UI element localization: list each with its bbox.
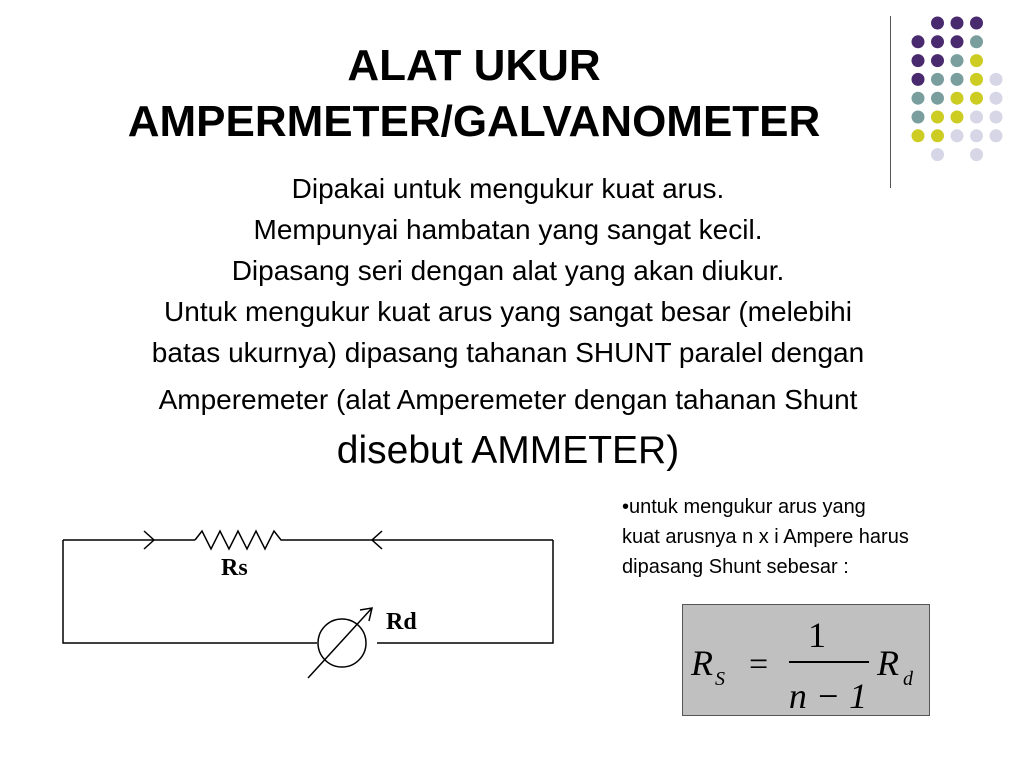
- body-text: [40, 168, 976, 475]
- note-line: •untuk mengukur arus yang: [622, 496, 866, 518]
- title-line-1: ALAT UKUR: [347, 41, 601, 90]
- ammeter-circuit-diagram: [0, 490, 600, 690]
- decorative-dot: [990, 92, 1003, 105]
- decorative-dot: [990, 73, 1003, 86]
- decorative-dot: [951, 54, 964, 67]
- decorative-dot: [951, 73, 964, 86]
- decorative-dot: [912, 54, 925, 67]
- decorative-dot: [951, 17, 964, 30]
- decorative-dot: [990, 111, 1003, 124]
- decorative-dot: [931, 35, 944, 48]
- circuit-wire: [63, 540, 553, 643]
- body-line: Untuk mengukur kuat arus yang sangat besar (melebihi: [164, 296, 852, 327]
- decorative-dot: [951, 129, 964, 142]
- decorative-dot: [931, 148, 944, 161]
- formula-lhs: R: [691, 643, 713, 683]
- formula-rhs: R: [877, 643, 899, 683]
- decorative-dot: [912, 92, 925, 105]
- decorative-dot: [970, 17, 983, 30]
- decorative-dot: [970, 129, 983, 142]
- decorative-dot: [951, 111, 964, 124]
- shunt-formula: [682, 604, 930, 716]
- title-line-2: AMPERMETER/GALVANOMETER: [127, 97, 821, 146]
- formula-equals: =: [749, 646, 769, 683]
- title-divider: [890, 16, 891, 188]
- decorative-dot: [931, 129, 944, 142]
- decorative-dot: [931, 17, 944, 30]
- decorative-dot: [912, 73, 925, 86]
- body-line: Dipakai untuk mengukur kuat arus.: [291, 173, 725, 204]
- decorative-dot: [931, 54, 944, 67]
- decorative-dot: [912, 35, 925, 48]
- shunt-resistor-symbol: [195, 531, 285, 549]
- decorative-dot: [951, 92, 964, 105]
- meter-label: Rd: [386, 609, 417, 635]
- decorative-dot: [990, 129, 1003, 142]
- formula-numerator: 1: [808, 615, 826, 655]
- shunt-label: Rs: [221, 555, 248, 581]
- decorative-dot: [931, 92, 944, 105]
- decorative-dot: [970, 35, 983, 48]
- body-line: Dipasang seri dengan alat yang akan diukur.: [231, 255, 785, 286]
- note-line: dipasang Shunt sebesar :: [622, 556, 849, 578]
- decorative-dot: [970, 148, 983, 161]
- decorative-dot: [970, 54, 983, 67]
- decorative-dot: [931, 73, 944, 86]
- shunt-note: [622, 492, 1012, 582]
- decorative-dot: [970, 92, 983, 105]
- decorative-dot: [970, 111, 983, 124]
- decorative-dot: [951, 35, 964, 48]
- body-line: Amperemeter (alat Amperemeter dengan tahanan Shunt: [158, 384, 858, 415]
- page-title: [60, 38, 888, 150]
- body-line-emphasis: disebut AMMETER): [336, 429, 680, 472]
- decorative-dot: [931, 111, 944, 124]
- formula-denominator: n − 1: [788, 676, 868, 716]
- body-line: Mempunyai hambatan yang sangat kecil.: [253, 214, 763, 245]
- formula-rhs-sub: d: [903, 668, 913, 690]
- decorative-dot: [912, 129, 925, 142]
- decorative-dot: [970, 73, 983, 86]
- formula-lhs-sub: S: [715, 668, 725, 690]
- decorative-dot: [912, 111, 925, 124]
- body-line: batas ukurnya) dipasang tahanan SHUNT paralel dengan: [151, 337, 865, 368]
- note-line: kuat arusnya n x i Ampere harus: [622, 526, 909, 548]
